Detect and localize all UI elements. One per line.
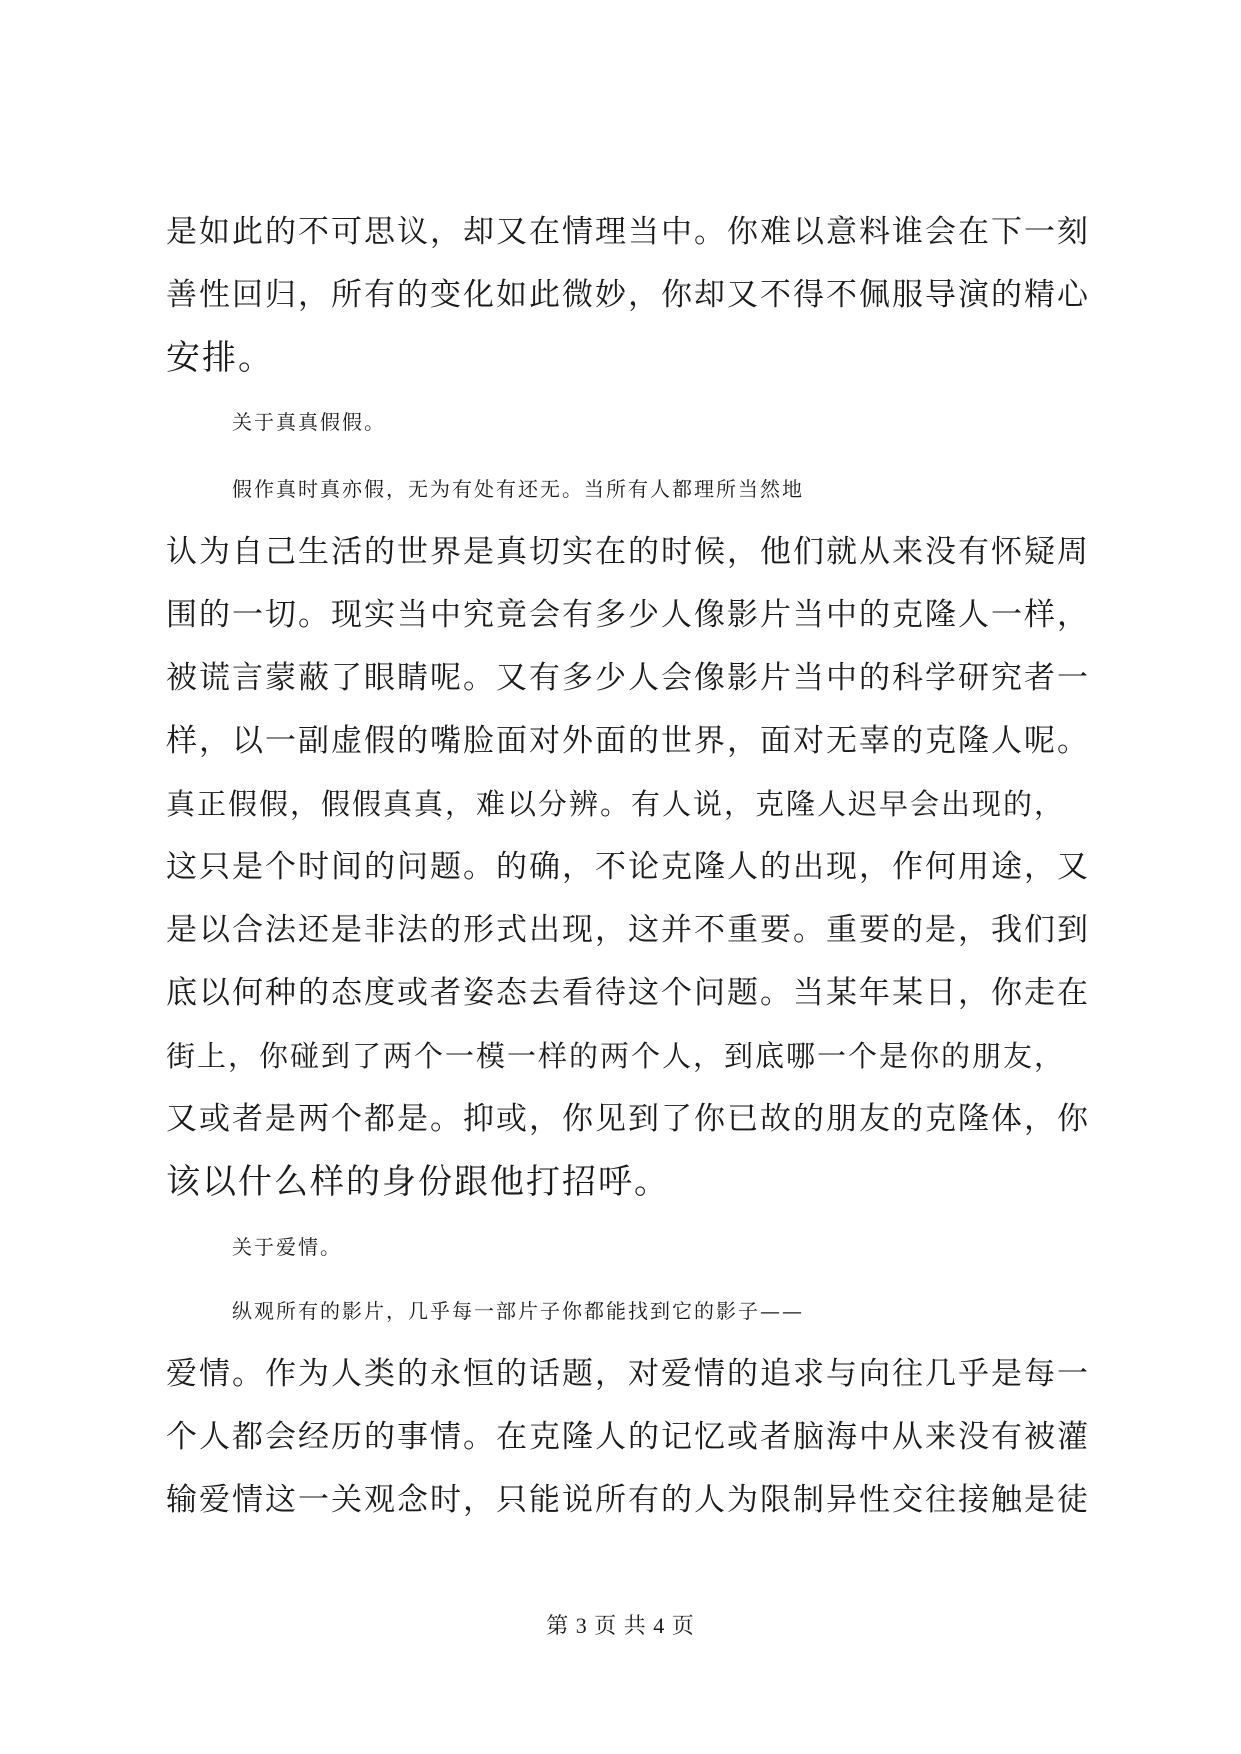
text-line-2: 善性回归，所有的变化如此微妙，你却又不得不佩服导演的精心 bbox=[166, 277, 1090, 313]
text-line-1: 是如此的不可思议，却又在情理当中。你难以意料谁会在下一刻 bbox=[166, 214, 1090, 250]
text-line-11: 这只是个时间的问题。的确，不论克隆人的出现，作何用途，又 bbox=[166, 849, 1090, 885]
text-line-6: 认为自己生活的世界是真切实在的时候，他们就从来没有怀疑周 bbox=[166, 534, 1090, 570]
text-line-10: 真正假假，假假真真，难以分辨。有人说，克隆人迟早会出现的， bbox=[166, 787, 1066, 821]
text-line-15: 又或者是两个都是。抑或，你见到了你已故的朋友的克隆体，你 bbox=[166, 1101, 1090, 1137]
text-line-16: 该以什么样的身份跟他打招呼。 bbox=[166, 1162, 670, 1202]
text-line-21: 输爱情这一关观念时，只能说所有的人为限制异性交往接触是徒 bbox=[166, 1482, 1090, 1518]
text-line-7: 围的一切。现实当中究竟会有多少人像影片当中的克隆人一样， bbox=[166, 597, 1090, 633]
text-line-20: 个人都会经历的事情。在克隆人的记忆或者脑海中从来没有被灌 bbox=[166, 1419, 1090, 1455]
text-line-9: 样，以一副虚假的嘴脸面对外面的世界，面对无辜的克隆人呢。 bbox=[166, 723, 1090, 759]
text-line-5: 假作真时真亦假，无为有处有还无。当所有人都理所当然地 bbox=[232, 477, 804, 501]
text-line-14: 街上，你碰到了两个一模一样的两个人，到底哪一个是你的朋友， bbox=[166, 1039, 1066, 1073]
page-footer: 第 3 页 共 4 页 bbox=[546, 1613, 695, 1638]
text-line-8: 被谎言蒙蔽了眼睛呢。又有多少人会像影片当中的科学研究者一 bbox=[166, 660, 1090, 696]
text-line-3: 安排。 bbox=[166, 338, 274, 378]
section-heading-truth: 关于真真假假。 bbox=[232, 410, 386, 434]
text-line-13: 底以何种的态度或者姿态去看待这个问题。当某年某日，你走在 bbox=[166, 975, 1090, 1011]
text-line-19: 爱情。作为人类的永恒的话题，对爱情的追求与向往几乎是每一 bbox=[166, 1356, 1090, 1392]
text-line-12: 是以合法还是非法的形式出现，这并不重要。重要的是，我们到 bbox=[166, 912, 1090, 948]
section-heading-love: 关于爱情。 bbox=[232, 1235, 342, 1259]
text-line-18: 纵观所有的影片，几乎每一部片子你都能找到它的影子—— bbox=[232, 1299, 804, 1323]
